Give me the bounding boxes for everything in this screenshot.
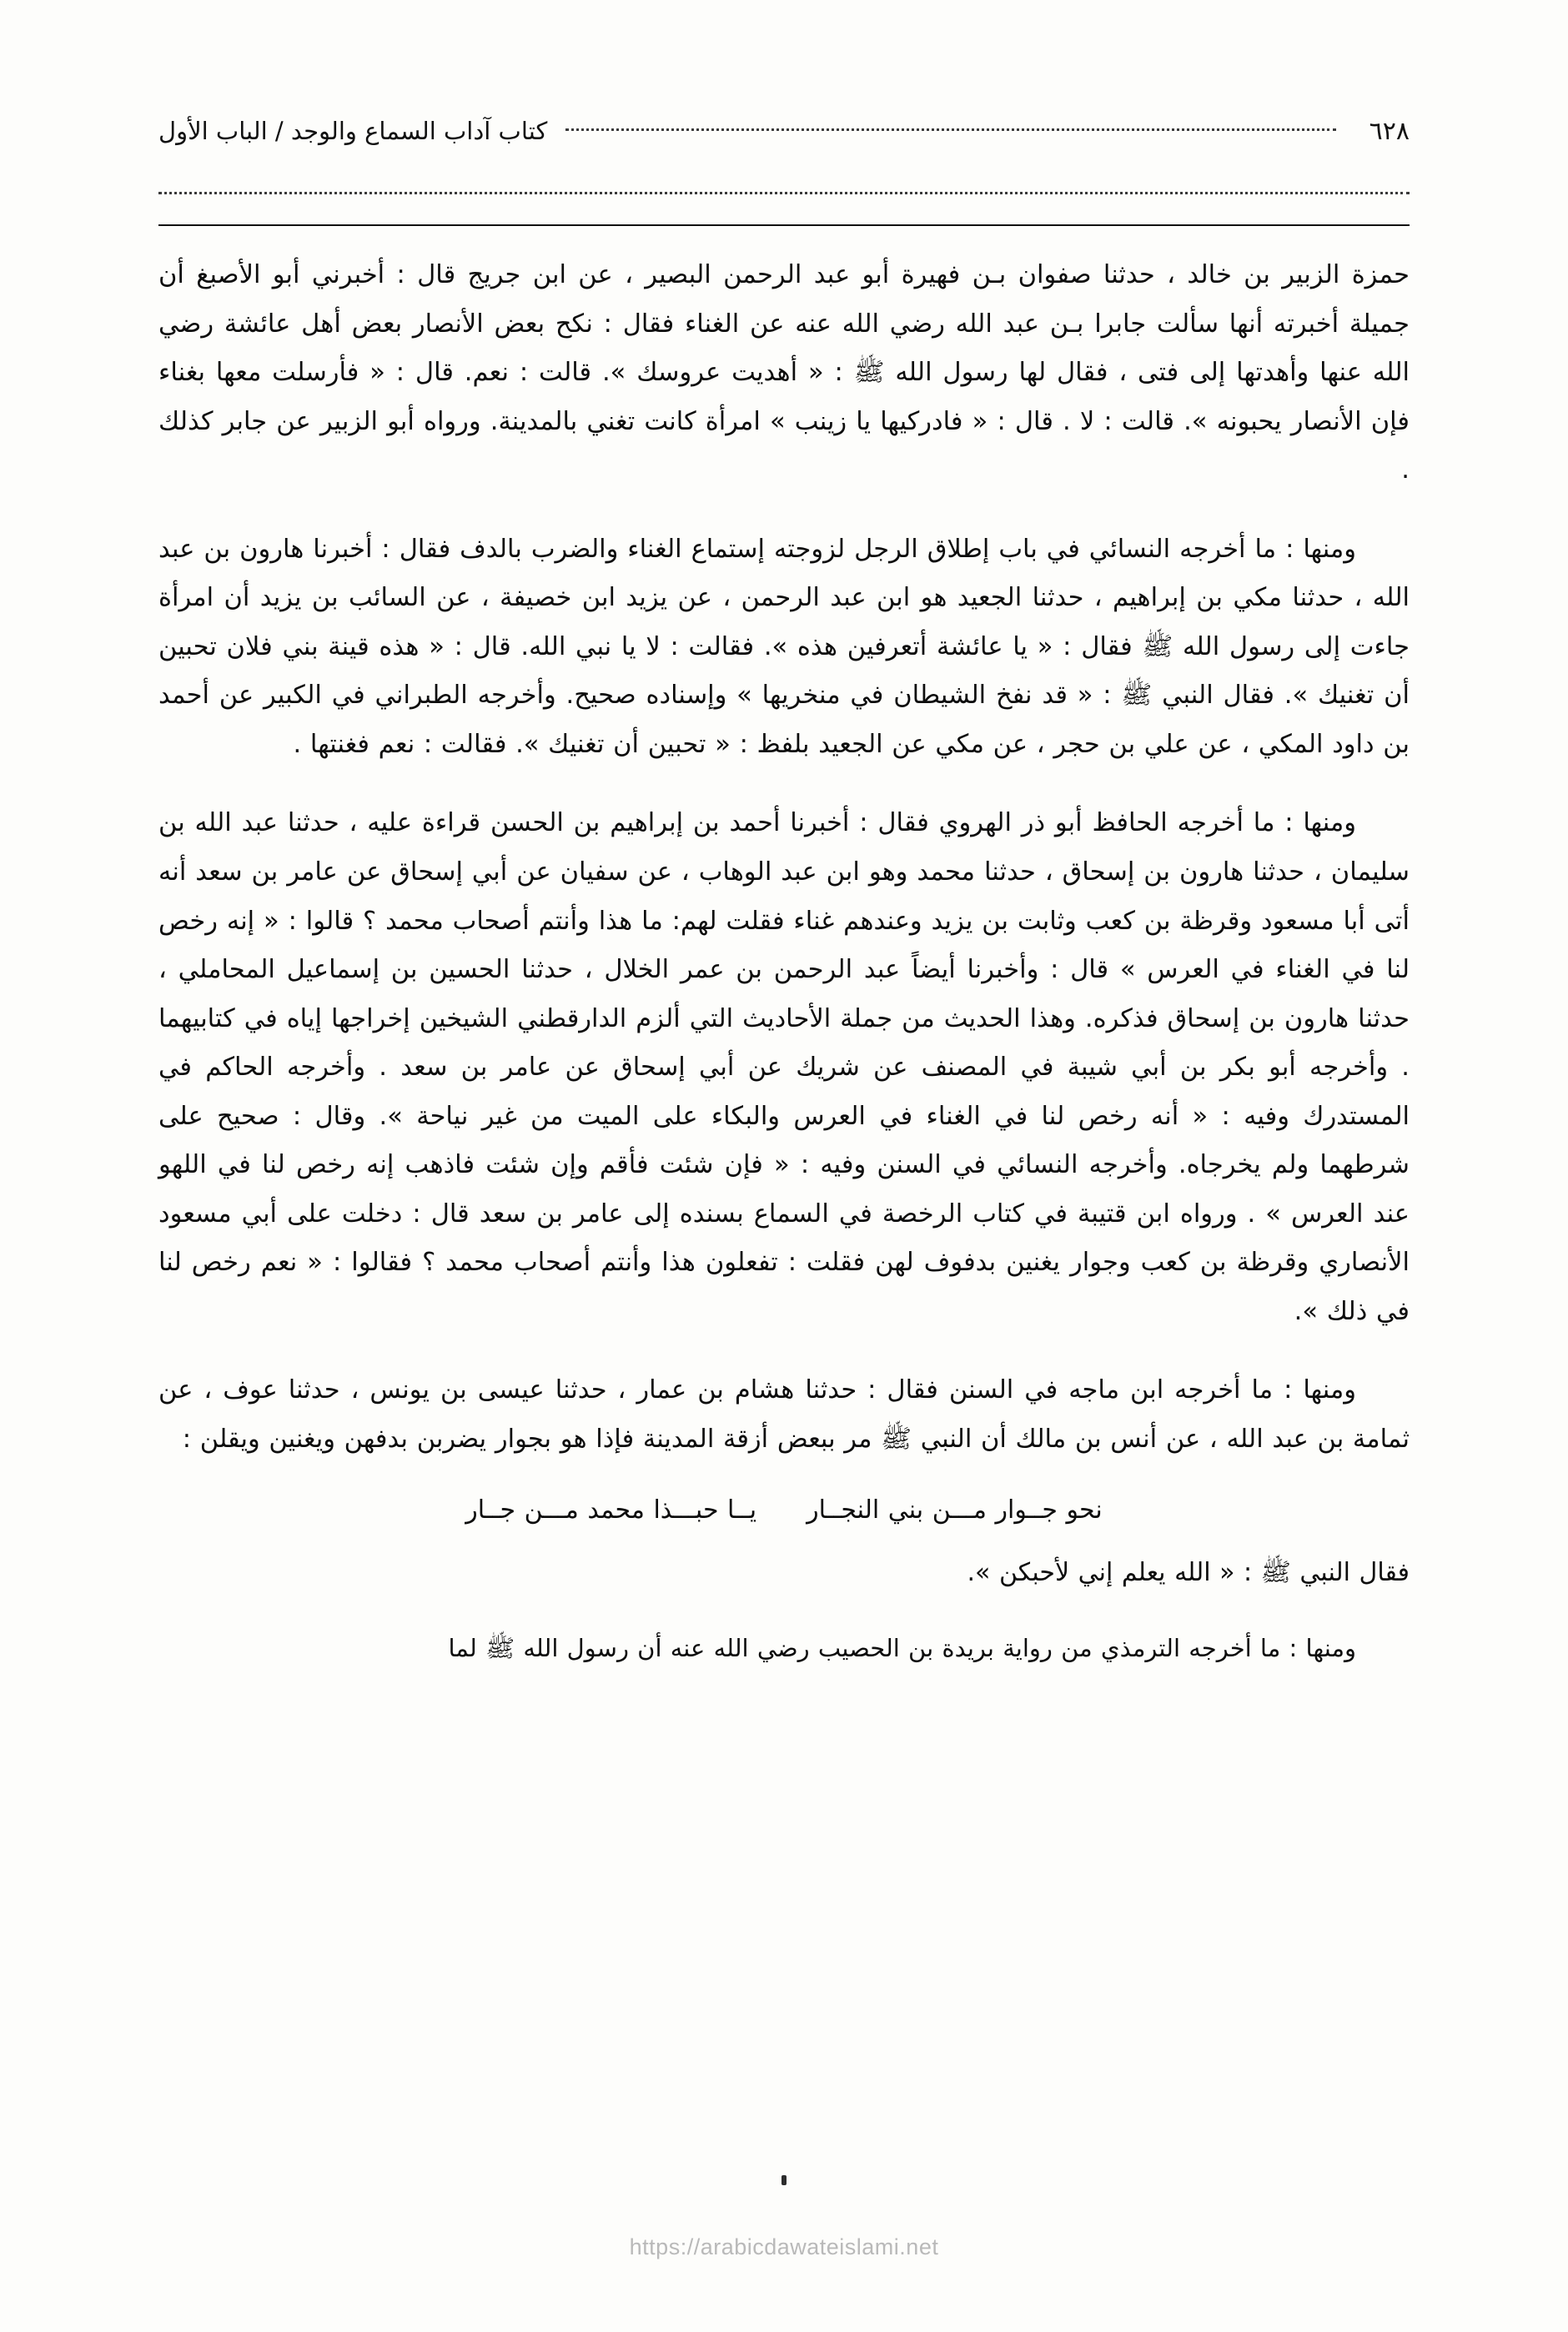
- prophet-saying-line: فقال النبي ﷺ : « الله يعلم إني لأحبكن ».: [967, 1558, 1410, 1588]
- paragraph-tirmidhi: ومنها : ما أخرجه الترمذي من رواية بريدة بن الحصيب رضي الله عنه أن رسول الله ﷺ لما: [448, 1633, 1356, 1662]
- verse-hemistich-left: يــا حبـــذا محمد مـــن جــار: [465, 1495, 757, 1525]
- verse-hemistich-right: نحو جــوار مـــن بني النجــار: [807, 1495, 1103, 1525]
- header-rule: [158, 224, 1410, 226]
- footer-watermark: https://arabicdawateislami.net: [629, 2234, 939, 2259]
- header-title: كتاب آداب السماع والوجد / الباب الأول: [158, 117, 548, 145]
- paragraph-nasai-ghina: ومنها : ما أخرجه النسائي في باب إطلاق الرجل لزوجته إستماع الغناء والضرب بالدف فقال : أخبرنا هارون بن عبد الله ، حدثنا مكي بن إبراهيم ، حدثنا الجعيد هو ابن عبد الرحمن ، عن يزيد ابن خصيفة ، عن السائب بن يزيد أن امرأة جاءت إلى رسول الله ﷺ فقال : « يا عائشة أتعرفين هذه ». فقالت : لا يا نبي الله. قال : « هذه قينة بني فلان تحبين أن تغنيك ». فقال النبي ﷺ : « قد نفخ الشيطان في منخريها » وإسناده صحيح. وأخرجه الطبراني في الكبير عن أحمد بن داود المكي ، عن علي بن حجر ، عن مكي عن الجعيد بلفظ : « تحبين أن تغنيك ». فقالت : نعم فغنتها .: [158, 534, 1410, 759]
- document-body: [158, 251, 1410, 1671]
- header-dot-leader-second: [158, 191, 1410, 194]
- paragraph-gap: [158, 1344, 1410, 1366]
- header-dot-leader: [565, 128, 1335, 131]
- page-bottom-mark: [781, 2175, 787, 2185]
- paragraph-gap: [158, 777, 1410, 799]
- page-number: ٦٢٨: [1369, 117, 1410, 146]
- paragraph-ibn-majah: ومنها : ما أخرجه ابن ماجه في السنن فقال : حدثنا هشام بن عمار ، حدثنا عيسى بن يونس ، حدثنا عوف ، عن ثمامة بن عبد الله ، عن أنس بن مالك أن النبي ﷺ مر ببعض أزقة المدينة فإذا هو بجوار يضربن بدفهن ويغنين ويقلن :: [158, 1375, 1410, 1455]
- verse-line: [158, 1486, 1410, 1535]
- paragraph-hamza-al-zubayr: حمزة الزبير بن خالد ، حدثنا صفوان بـن فهيرة أبو عبد الرحمن البصير ، عن ابن جريج قال : أخبرني أبو الأصبغ أن جميلة أخبرته أنها سألت جابرا بـن عبد الله رضي الله عنه عن الغناء فقال : نكح بعض الأنصار بعض أهل عائشة رضي الله عنها وأهدتها إلى فتى ، فقال لها رسول الله ﷺ : « أهديت عروسك ». قالت : نعم. قال : « فأرسلت معها بغناء فإن الأنصار يحبونه ». قالت : لا . قال : « فادركيها يا زينب » امرأة كانت تغني بالمدينة. ورواه أبو الزبير عن جابر كذلك .: [158, 260, 1410, 485]
- page-header: [158, 117, 1410, 146]
- paragraph-hafiz-abu-dharr: ومنها : ما أخرجه الحافظ أبو ذر الهروي فقال : أخبرنا أحمد بن إبراهيم بن الحسن قراءة عليه ، حدثنا عبد الله بن سليمان ، حدثنا هارون بن إسحاق ، حدثنا محمد وهو ابن عبد الوهاب ، عن سفيان عن أبي إسحاق عن عامر بن سعد أنه أتى أبا مسعود وقرظة بن كعب وثابت بن يزيد وعندهم غناء فقلت لهم: ما هذا وأنتم أصحاب محمد ؟ قالوا : « إنه رخص لنا في الغناء في العرس » قال : وأخبرنا أيضاً عبد الرحمن بن عمر الخلال ، حدثنا الحسين بن إسماعيل المحاملي ، حدثنا هارون بن إسحاق فذكره. وهذا الحديث من جملة الأحاديث التي ألزم الدارقطني الشيخين إخراجها إياه في كتابيهما . وأخرجه أبو بكر بن أبي شيبة في المصنف عن شريك عن أبي إسحاق عن عامر بن سعد . وأخرجه الحاكم في المستدرك وفيه : « أنه رخص لنا في الغناء في العرس والبكاء على الميت من غير نياحة ». وقال : صحيح على شرطهما ولم يخرجاه. وأخرجه النسائي في السنن وفيه : « فإن شئت فأقم وإن شئت فاذهب إنه رخص لنا في اللهو عند العرس » . ورواه ابن قتيبة في كتاب الرخصة في السماع بسنده إلى عامر بن سعد قال : دخلت على أبي مسعود الأنصاري وقرظة بن كعب وجوار يغنين بدفوف لهن فقلت : تفعلون هذا وأنتم أصحاب محمد ؟ فقالوا : « نعم رخص لنا في ذلك ».: [158, 808, 1410, 1326]
- paragraph-gap: [158, 504, 1410, 525]
